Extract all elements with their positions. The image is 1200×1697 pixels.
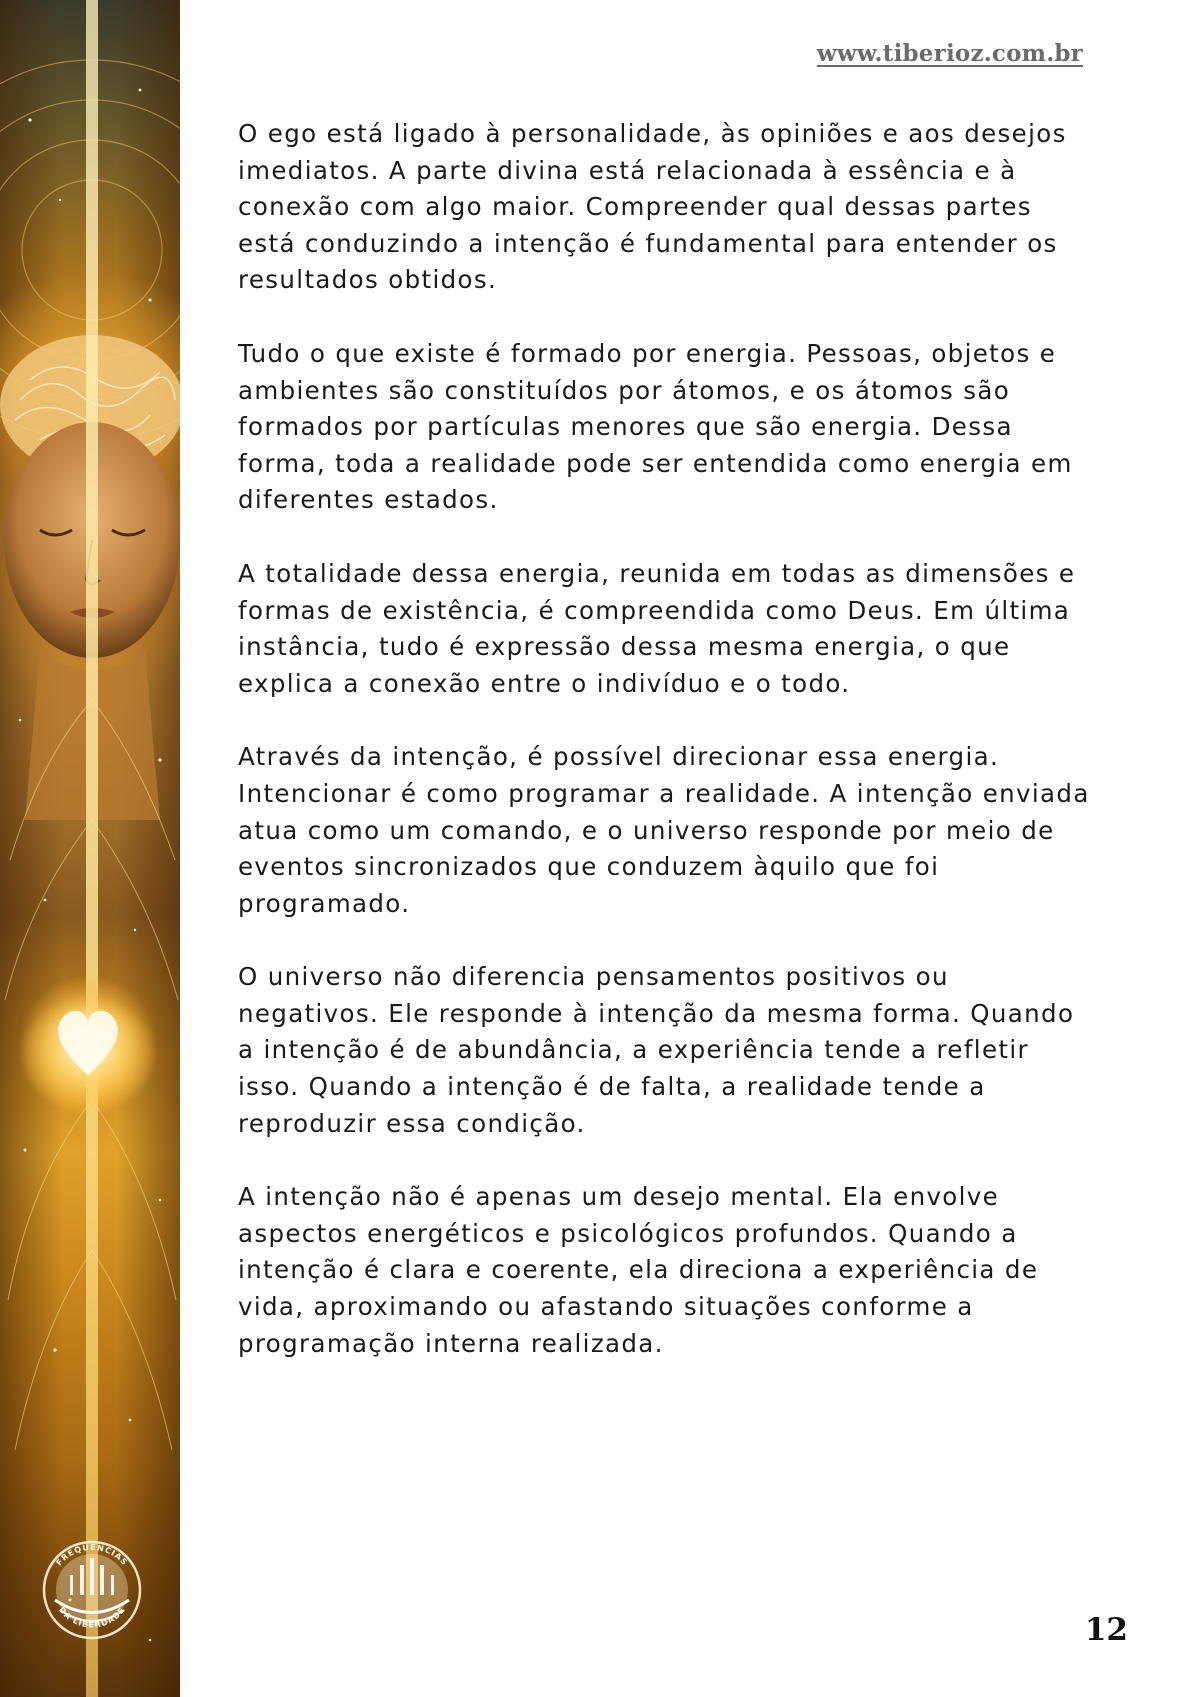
paragraph-intencao-programar: Através da intenção, é possível direcionar essa energia. Intencionar é como programar a realidade. A intenção enviada atua como um comando, e o universo responde por meio de eventos sincronizados que conduzem àquilo que foi programado. [238, 742, 1090, 918]
website-link[interactable]: www.tiberioz.com.br [816, 40, 1083, 67]
side-banner-illustration [0, 0, 180, 1697]
paragraph-ego: O ego está ligado à personalidade, às opiniões e aos desejos imediatos. A parte divina está relacionada à essência e à conexão com algo maior. Compreender qual dessas partes está conduzindo a intenção é fundamental para entender os resultados obtidos. [238, 119, 1067, 295]
paragraph-desejo-mental: A intenção não é apenas um desejo mental. Ela envolve aspectos energéticos e psicológicos profundos. Quando a intenção é clara e coerente, ela direciona a experiência de vida, aproximando ou afastando situações conforme a programação interna realizada. [238, 1182, 1039, 1358]
svg-text:FREQUÊNCIAS: FREQUÊNCIAS [54, 1542, 130, 1568]
body-text [238, 116, 1098, 1399]
page-number: 12 [1084, 1612, 1128, 1648]
svg-text:DA LIBERDADE: DA LIBERDADE [56, 1605, 128, 1630]
freedom-frequencies-logo [44, 1541, 140, 1638]
paragraph-energia: Tudo o que existe é formado por energia. Pessoas, objetos e ambientes são constituídos por átomos, e os átomos são formados por partículas menores que são energia. Dessa forma, toda a realidade pode ser entendida como energia em diferentes estados. [238, 338, 1073, 515]
paragraph-deus: A totalidade dessa energia, reunida em todas as dimensões e formas de existência, é compreendida como Deus. Em última instância, tudo é expressão dessa mesma energia, o que explica a conexão entre o indivíduo e o todo. [238, 558, 1076, 698]
paragraph-universo: O universo não diferencia pensamentos positivos ou negativos. Ele responde à intenção da mesma forma. Quando a intenção é de abundância, a experiência tende a refletir isso. Quando a intenção é de falta, a realidade tende a reproduzir essa condição. [238, 962, 1075, 1138]
light-beam [86, 0, 98, 1697]
golden-figure-illustration [0, 0, 180, 1697]
